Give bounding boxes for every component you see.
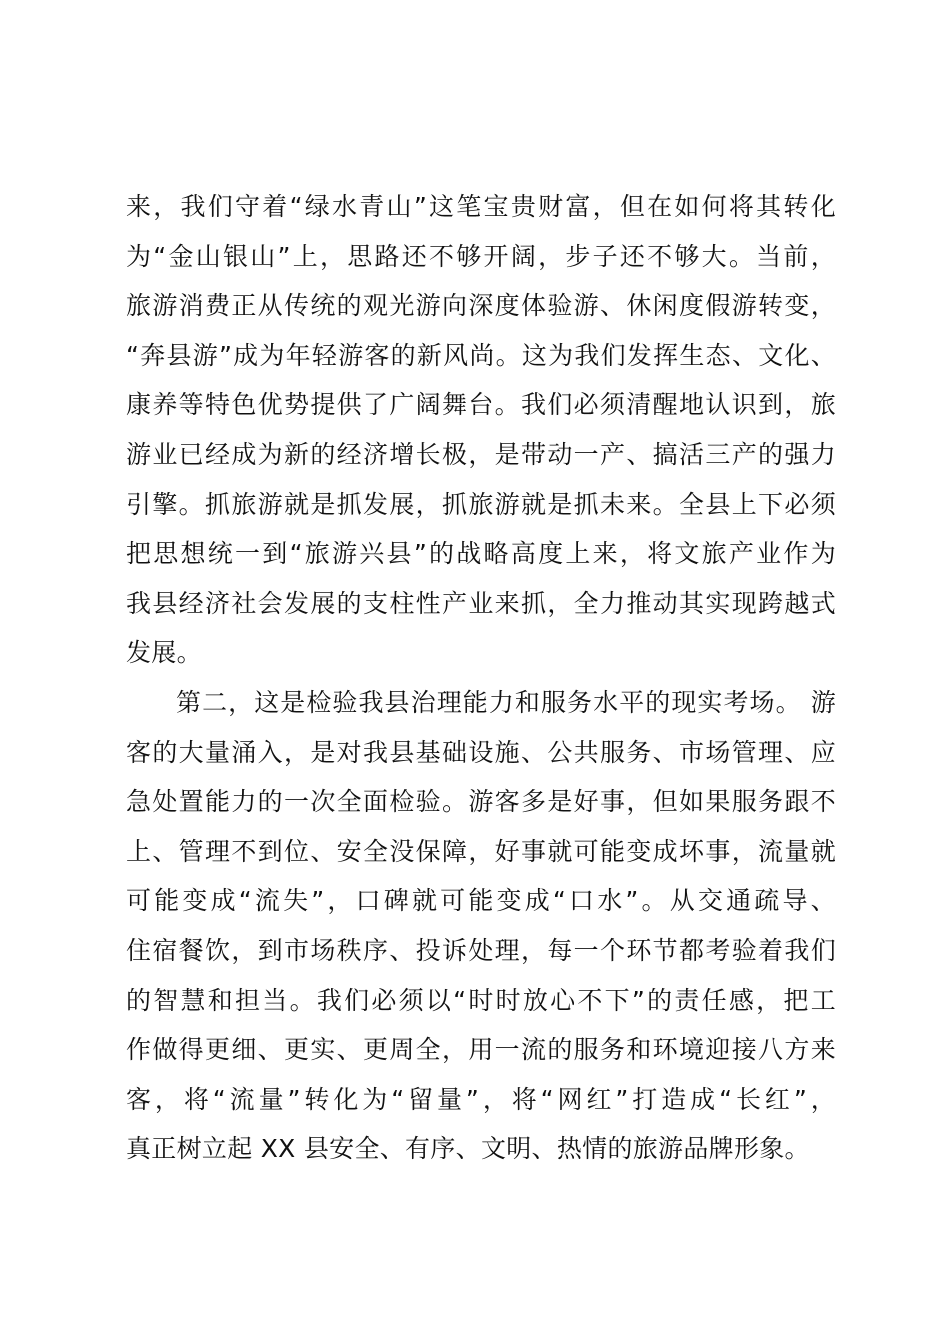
paragraph-1-line: 来，我们守着“绿水青山”这笔宝贵财富，但在如何将其转化 [126,192,836,221]
paragraph-2-line: 作做得更细、更实、更周全，用一流的服务和环境迎接八方来 [126,1035,836,1065]
paragraph-1-line: 引擎。抓旅游就是抓发展，抓旅游就是抓未来。全县上下必须 [126,489,836,519]
paragraph-2-heading-line: 第二，这是检验我县治理能力和服务水平的现实考场。 游 [176,687,836,717]
paragraph-1-line: 旅游消费正从传统的观光游向深度体验游、休闲度假游转变， [126,291,836,321]
paragraph-2-line: 上、管理不到位、安全没保障，好事就可能变成坏事，流量就 [126,836,836,866]
paragraph-2-line: 真正树立起 XX 县安全、有序、文明、热情的旅游品牌形象。 [126,1134,810,1164]
document-body [126,182,836,1174]
paragraph-2-line: 住宿餐饮，到市场秩序、投诉处理，每一个环节都考验着我们 [126,935,836,965]
paragraph-2-line: 的智慧和担当。我们必须以“时时放心不下”的责任感，把工 [126,985,836,1015]
paragraph-2-line: 急处置能力的一次全面检验。游客多是好事，但如果服务跟不 [126,787,836,817]
paragraph-2-line: 客，将“流量”转化为“留量”，将“网红”打造成“长红”， [126,1084,836,1114]
paragraph-1-line: 为“金山银山”上，思路还不够开阔，步子还不够大。当前， [126,241,836,271]
paragraph-1-line: 发展。 [126,638,202,668]
paragraph-1-line: 把思想统一到“旅游兴县”的战略高度上来，将文旅产业作为 [126,539,836,569]
paragraph-1-line: 康养等特色优势提供了广阔舞台。我们必须清醒地认识到，旅 [126,390,836,420]
paragraph-1-line: “奔县游”成为年轻游客的新风尚。这为我们发挥生态、文化、 [126,340,836,370]
paragraph-1-line: 我县经济社会发展的支柱性产业来抓，全力推动其实现跨越式 [126,588,836,618]
paragraph-2-line: 客的大量涌入，是对我县基础设施、公共服务、市场管理、应 [126,737,836,767]
paragraph-1-line: 游业已经成为新的经济增长极，是带动一产、搞活三产的强力 [126,439,836,469]
paragraph-2-line: 可能变成“流失”，口碑就可能变成“口水”。从交通疏导、 [126,886,836,916]
